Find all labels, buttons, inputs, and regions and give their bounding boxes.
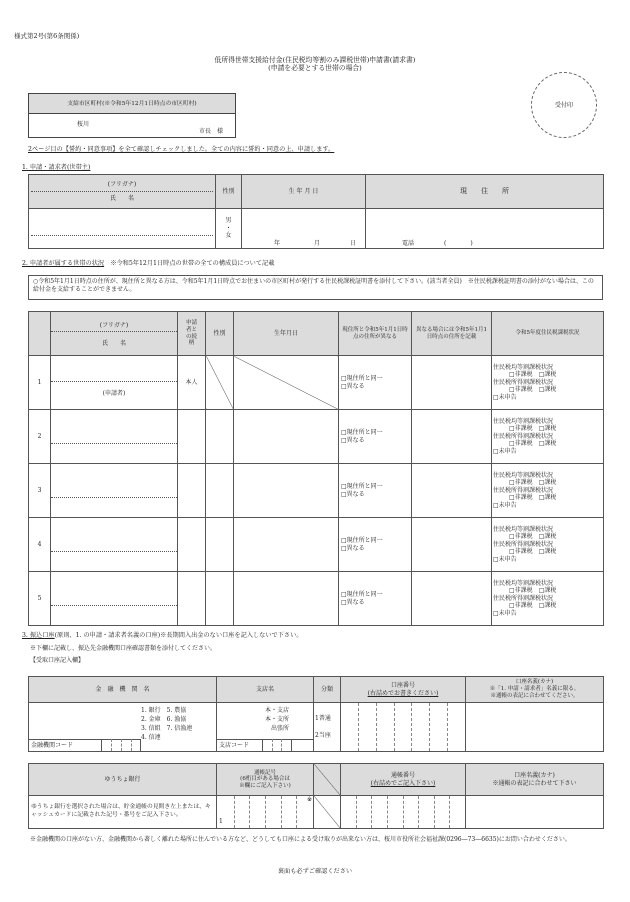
- same-address-checkbox[interactable]: □現住所と同一: [341, 591, 383, 598]
- account-number-input[interactable]: [341, 703, 466, 752]
- section-2-note: ※令和5年12月1日時点の世帯の全ての構成員について記載: [110, 260, 275, 267]
- bank-note-2: 【受取口座記入欄】: [30, 657, 85, 664]
- table-row: [29, 572, 604, 626]
- name-label: 氏 名: [109, 195, 134, 202]
- relation-value[interactable]: [178, 464, 206, 518]
- unfiled-checkbox[interactable]: □未申告: [493, 501, 517, 509]
- yucho-code-input[interactable]: [217, 796, 314, 829]
- same-address-checkbox[interactable]: □現住所と同一: [341, 429, 383, 436]
- diff-address-checkbox[interactable]: □異なる: [341, 544, 365, 552]
- taxed-checkbox[interactable]: □課税: [538, 425, 557, 433]
- nontax-checkbox[interactable]: □非課税: [509, 548, 533, 556]
- day-label: 日: [350, 239, 357, 247]
- applicant-table: [28, 174, 604, 249]
- same-address-checkbox[interactable]: □現住所と同一: [341, 375, 383, 382]
- row-number: 2: [29, 410, 51, 464]
- address-check[interactable]: [339, 572, 412, 626]
- address-input[interactable]: [366, 209, 604, 249]
- member-dob-input[interactable]: [234, 410, 339, 464]
- nontax-checkbox[interactable]: □非課税: [509, 602, 533, 610]
- branch-code-boxes[interactable]: [262, 739, 292, 751]
- section-2-heading: [22, 260, 274, 268]
- prev-address-input[interactable]: [412, 518, 492, 572]
- gender-input[interactable]: [216, 209, 242, 249]
- member-dob-input[interactable]: [234, 572, 339, 626]
- back-page-note: 裏面も必ずご確認ください: [277, 868, 353, 875]
- member-name-input[interactable]: [51, 518, 178, 572]
- relation-value[interactable]: [178, 572, 206, 626]
- diagonal-cell: [234, 356, 339, 410]
- member-gender-header: 性別: [206, 312, 234, 356]
- municipality-box: [28, 93, 236, 138]
- yucho-holder-header: [466, 764, 604, 796]
- bank-code-label: 金融機関コード: [31, 742, 74, 749]
- same-address-checkbox[interactable]: □現住所と同一: [341, 483, 383, 490]
- table-row: [29, 410, 604, 464]
- relation-value[interactable]: [178, 410, 206, 464]
- member-dob-input[interactable]: [234, 518, 339, 572]
- member-furigana-label: (フリガナ): [51, 320, 177, 333]
- nontax-checkbox[interactable]: □非課税: [509, 440, 533, 448]
- branch-type-list: [265, 706, 289, 733]
- section-3-note: (原則、1. の申請・請求者名義の口座)※長期間入出金のない口座を記入しないで下さい。: [54, 632, 303, 639]
- household-table: [28, 311, 604, 626]
- nontax-checkbox[interactable]: □非課税: [509, 479, 533, 487]
- address-check[interactable]: [339, 518, 412, 572]
- branch-input[interactable]: [217, 703, 314, 752]
- bank-option[interactable]: 2. 金庫: [141, 716, 161, 723]
- holder-note-2: ※通帳の表記に合わせてください。: [490, 692, 579, 699]
- diagonal-cell: [206, 356, 234, 410]
- yucho-instructions: ゆうちょ銀行を選択された場合は、貯金通帳の見開き左上または、キャッシュカードに記載された記号・番号をご記入下さい。: [29, 796, 217, 829]
- bank-option[interactable]: 1. 銀行: [141, 707, 161, 714]
- address-check[interactable]: [339, 356, 412, 410]
- applicant-label: (申請者): [102, 390, 126, 398]
- prev-address-input[interactable]: [412, 356, 492, 410]
- prev-address-input[interactable]: [412, 464, 492, 518]
- yucho-table: [28, 763, 604, 829]
- table-row: [29, 518, 604, 572]
- member-gender-input[interactable]: [206, 572, 234, 626]
- bank-type-list: [141, 706, 192, 742]
- unfiled-checkbox[interactable]: □未申告: [493, 393, 517, 401]
- account-type-input[interactable]: [314, 703, 341, 752]
- tax2-label: 住民税所得割課税状況: [493, 594, 554, 602]
- tax-status-cell[interactable]: [492, 572, 604, 626]
- month-label: 月: [314, 239, 321, 247]
- year-label: 年: [274, 239, 281, 247]
- diagonal-cell: [314, 764, 341, 796]
- dob-input[interactable]: [242, 209, 366, 249]
- title-line-1: 低所得世帯支援給付金(住民税均等割のみ課税世帯)申請書(請求書): [214, 56, 416, 64]
- branch-option[interactable]: 本・支店: [265, 707, 290, 714]
- tax-status-cell[interactable]: [492, 356, 604, 410]
- diagonal-cell: [314, 796, 341, 829]
- member-name-label: 氏 名: [101, 340, 126, 347]
- member-gender-input[interactable]: [206, 464, 234, 518]
- table-row: [29, 464, 604, 518]
- bank-code-boxes[interactable]: [101, 739, 141, 751]
- applicant-name-input[interactable]: [29, 209, 216, 249]
- account-type-header: 分類: [314, 677, 341, 703]
- taxed-checkbox[interactable]: □課税: [538, 440, 557, 448]
- yucho-code-sub-1: (6桁目がある場合は: [240, 776, 290, 783]
- tax1-label: 住民税均等割課税状況: [493, 471, 554, 479]
- holder-header: [466, 677, 604, 703]
- toza-option[interactable]: 2当座: [315, 732, 331, 739]
- member-name-header: [51, 312, 178, 356]
- nontax-checkbox[interactable]: □非課税: [509, 371, 533, 379]
- tax1-label: 住民税均等割課税状況: [493, 363, 554, 371]
- municipality-header: 支給市区町村(※令和5年12月1日時点の市区町村): [29, 94, 235, 114]
- bank-option[interactable]: 6. 漁協: [166, 716, 187, 723]
- taxed-checkbox[interactable]: □課税: [538, 479, 557, 487]
- nontax-checkbox[interactable]: □非課税: [509, 533, 533, 541]
- yucho-code-label: 通帳記号: [253, 769, 276, 776]
- applicant-name-header: [29, 175, 216, 209]
- relation-header: 申請者との続柄: [178, 312, 206, 356]
- branch-header: 支店名: [217, 677, 314, 703]
- yucho-code-sub-2: ※欄にご記入下さい): [239, 782, 291, 789]
- form-number: 様式第2号(第6条関係): [14, 32, 80, 40]
- row-number: 3: [29, 464, 51, 518]
- bank-note-1: ※下欄に記載し、振込先金融機関口座確認書類を添付してください。: [30, 645, 217, 652]
- form-title: [150, 56, 480, 73]
- member-name-input[interactable]: [51, 464, 178, 518]
- taxed-checkbox[interactable]: □課税: [538, 386, 557, 394]
- yucho-holder-sub: ※通帳の表記に合わせて下さい: [492, 779, 577, 787]
- gender-separator: ・: [225, 224, 232, 232]
- account-number-header: [341, 677, 466, 703]
- bank-name-input[interactable]: [29, 703, 217, 752]
- addr-fill-header: 異なる場合には令和5年1月1日時点の住所を記載: [412, 312, 492, 356]
- yucho-number-header: [341, 764, 466, 796]
- diff-address-checkbox[interactable]: □異なる: [341, 436, 365, 444]
- relation-value[interactable]: [178, 518, 206, 572]
- yucho-number-label: 通帳番号: [390, 772, 415, 779]
- account-number-sub: (右詰めでお書きください): [367, 689, 439, 697]
- taxed-checkbox[interactable]: □課税: [538, 533, 557, 541]
- bank-option[interactable]: 3. 信組: [141, 725, 161, 732]
- unfiled-checkbox[interactable]: □未申告: [493, 555, 517, 563]
- reception-stamp: [531, 72, 597, 138]
- tax-status-cell[interactable]: [492, 410, 604, 464]
- yucho-code-one: 1: [219, 817, 223, 825]
- tax2-label: 住民税所得割課税状況: [493, 486, 554, 494]
- member-gender-input[interactable]: [206, 410, 234, 464]
- taxed-checkbox[interactable]: □課税: [538, 371, 557, 379]
- tax2-label: 住民税所得割課税状況: [493, 432, 554, 440]
- member-gender-input[interactable]: [206, 518, 234, 572]
- bank-option[interactable]: 5. 農協: [166, 707, 187, 714]
- municipality-city: 桜川: [77, 121, 90, 128]
- address-check[interactable]: [339, 464, 412, 518]
- title-line-2: (申請を必要とする世帯の場合): [268, 64, 362, 73]
- row-number: 4: [29, 518, 51, 572]
- yucho-holder-input[interactable]: [466, 796, 604, 829]
- tax2-label: 住民税所得割課税状況: [493, 540, 554, 548]
- member-name-input[interactable]: [51, 356, 178, 410]
- tax1-label: 住民税均等割課税状況: [493, 579, 554, 587]
- dob-header: 生 年 月 日: [242, 175, 366, 209]
- bank-table: [28, 676, 604, 752]
- taxed-checkbox[interactable]: □課税: [538, 587, 557, 595]
- holder-note-1: ※「1. 申請・請求者」名義に限る。: [489, 686, 580, 693]
- branch-option[interactable]: 出張所: [271, 725, 290, 732]
- yucho-code-header: [217, 764, 314, 796]
- yucho-mark: ※: [307, 796, 313, 803]
- tax1-label: 住民税均等割課税状況: [493, 525, 554, 533]
- taxed-checkbox[interactable]: □課税: [538, 548, 557, 556]
- tax-certificate-notice: ○令和5年1月1日時点の住所が、現住所と異なる方は、令和5年1月1日時点でお住まいの市区町村が発行する住民税課税証明書を添付して下さい。(該当者全員) ※住民税課税証明書の添付がない場合は、この給付金を支給することができません。: [28, 275, 603, 300]
- row-number: 1: [29, 356, 51, 410]
- branch-option[interactable]: 本・支所: [265, 716, 290, 723]
- gender-header: 性別: [216, 175, 242, 209]
- yucho-number-sub: (右詰めでご記入下さい): [370, 779, 436, 787]
- section-2-title: 2. 申請者が属する世帯の状況: [22, 260, 105, 267]
- consent-statement: 2ページ目の【誓約・同意事項】を全て確認しチェックしました。全ての内容に誓約・同意の上、申請します。: [28, 146, 335, 153]
- bank-option[interactable]: 7. 信漁連: [166, 725, 193, 732]
- tax-status-cell[interactable]: [492, 518, 604, 572]
- member-dob-input[interactable]: [234, 464, 339, 518]
- taxed-checkbox[interactable]: □課税: [538, 494, 557, 502]
- member-name-input[interactable]: [51, 572, 178, 626]
- unfiled-checkbox[interactable]: □未申告: [493, 447, 517, 455]
- nontax-checkbox[interactable]: □非課税: [509, 494, 533, 502]
- taxed-checkbox[interactable]: □課税: [538, 602, 557, 610]
- unfiled-checkbox[interactable]: □未申告: [493, 609, 517, 617]
- diff-address-checkbox[interactable]: □異なる: [341, 598, 365, 606]
- row-number: 5: [29, 572, 51, 626]
- male-option[interactable]: 男: [225, 217, 232, 225]
- footer-note: ※金融機関の口座がない方、金融機関から著しく離れた場所に住んでいる方など、どうしても口座による受け取りが出来ない方は、桜川市役所社会福祉課(0296―73―6635)にお問い合わせください。: [30, 836, 571, 843]
- bank-option[interactable]: 4. 信連: [141, 734, 161, 741]
- prev-address-input[interactable]: [412, 572, 492, 626]
- diff-address-checkbox[interactable]: □異なる: [341, 382, 365, 390]
- member-dob-header: 生年月日: [234, 312, 339, 356]
- nontax-checkbox[interactable]: □非課税: [509, 425, 533, 433]
- furigana-label: (フリガナ): [31, 181, 213, 193]
- member-name-input[interactable]: [51, 410, 178, 464]
- holder-label: 口座名義(カナ): [515, 679, 554, 686]
- relation-value: 本人: [178, 356, 206, 410]
- section-1-heading: 1. 申請・請求者(世帯主): [22, 164, 91, 171]
- prev-address-input[interactable]: [412, 410, 492, 464]
- address-check[interactable]: [339, 410, 412, 464]
- phone-label: 電話 ( ): [402, 239, 473, 247]
- stamp-label: 受付印: [554, 102, 573, 109]
- holder-input[interactable]: [466, 703, 604, 752]
- yucho-header: ゆうちょ銀行: [29, 764, 217, 796]
- nontax-checkbox[interactable]: □非課税: [509, 587, 533, 595]
- tax-status-cell[interactable]: [492, 464, 604, 518]
- section-3-heading: [22, 632, 302, 640]
- addr-diff-header: 現住所と令和5年1月1日時点の住所が異なる: [339, 312, 412, 356]
- same-address-checkbox[interactable]: □現住所と同一: [341, 537, 383, 544]
- diff-address-checkbox[interactable]: □異なる: [341, 490, 365, 498]
- branch-code-label: 支店コード: [219, 742, 250, 749]
- yucho-number-input[interactable]: [341, 796, 466, 829]
- account-number-label: 口座番号: [390, 682, 415, 689]
- municipality-mayor: 市長 様: [199, 128, 224, 135]
- tax1-label: 住民税均等割課税状況: [493, 417, 554, 425]
- tax2-label: 住民税所得割課税状況: [493, 378, 554, 386]
- tax-status-header: 令和5年度住民税課税状況: [492, 312, 604, 356]
- address-header: 現 住 所: [366, 175, 604, 209]
- futsu-option[interactable]: 1普通: [315, 714, 331, 722]
- female-option[interactable]: 女: [225, 232, 232, 240]
- table-row: [29, 356, 604, 410]
- nontax-checkbox[interactable]: □非課税: [509, 386, 533, 394]
- section-3-title: 3. 振込口座: [22, 632, 55, 639]
- yucho-holder-label: 口座名義(カナ): [514, 772, 555, 779]
- bank-name-header: 金 融 機 関 名: [29, 677, 217, 703]
